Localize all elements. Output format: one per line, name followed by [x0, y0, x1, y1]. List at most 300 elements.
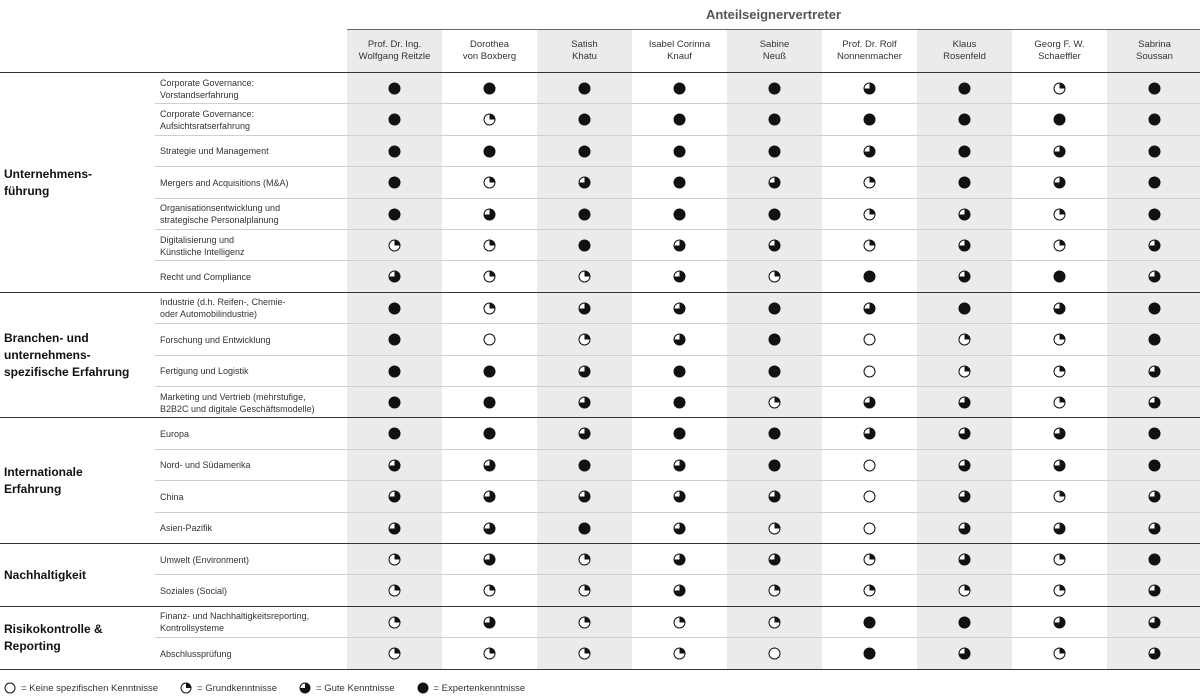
- rating-cell: [347, 136, 442, 167]
- quarter-circle-icon: [388, 616, 401, 629]
- full-circle-icon: [578, 82, 591, 95]
- quarter-circle-icon: [578, 333, 591, 346]
- full-circle-icon: [673, 176, 686, 189]
- rating-cell: [632, 356, 727, 387]
- three-quarter-circle-icon: [1148, 396, 1161, 409]
- rating-cell: [822, 513, 917, 544]
- category-label: [4, 293, 149, 419]
- criterion-label-line1: Fertigung und Logistik: [160, 366, 249, 377]
- full-circle-icon: [958, 302, 971, 315]
- rating-cell: [442, 324, 537, 355]
- rating-cell: [822, 418, 917, 449]
- member-header: [347, 30, 442, 72]
- rating-cell: [442, 136, 537, 167]
- criterion-label-line1: Asien-Pazifik: [160, 523, 213, 534]
- three-quarter-circle-icon: [958, 396, 971, 409]
- three-quarter-circle-icon: [388, 522, 401, 535]
- full-circle-icon: [863, 270, 876, 283]
- rating-cell: [727, 638, 822, 669]
- legend-item: [4, 682, 158, 694]
- criterion-label-line1: Soziales (Social): [160, 586, 228, 597]
- rating-cell: [822, 387, 917, 418]
- rating-cell: [917, 544, 1012, 575]
- full-circle-icon: [768, 113, 781, 126]
- rating-cell: [1012, 418, 1107, 449]
- rating-cell: [442, 513, 537, 544]
- criterion-label: [160, 230, 345, 261]
- full-circle-icon: [388, 145, 401, 158]
- rating-cell: [1107, 73, 1200, 104]
- rating-cell: [442, 450, 537, 481]
- three-quarter-circle-icon: [483, 616, 496, 629]
- rating-cell: [632, 387, 727, 418]
- three-quarter-circle-icon: [388, 459, 401, 472]
- criterion-label-line1: Recht und Compliance: [160, 272, 252, 283]
- rating-cell: [442, 481, 537, 512]
- rating-cell: [917, 104, 1012, 135]
- three-quarter-circle-icon: [673, 490, 686, 503]
- group-title: Anteilseignervertreter: [705, 7, 842, 22]
- full-circle-icon: [1148, 427, 1161, 440]
- full-circle-icon: [388, 113, 401, 126]
- quarter-circle-icon: [768, 270, 781, 283]
- three-quarter-circle-icon: [1148, 239, 1161, 252]
- empty-circle-icon: [863, 522, 876, 535]
- full-circle-icon: [863, 647, 876, 660]
- rating-cell: [632, 607, 727, 638]
- rating-cell: [347, 324, 442, 355]
- three-quarter-circle-icon: [578, 302, 591, 315]
- criterion-label: [160, 513, 345, 544]
- rating-cell: [1107, 261, 1200, 292]
- rating-cell: [1012, 324, 1107, 355]
- quarter-circle-icon: [673, 647, 686, 660]
- rating-cell: [442, 575, 537, 606]
- full-circle-icon: [768, 208, 781, 221]
- rating-cell: [917, 199, 1012, 230]
- criterion-label-line1: Europa: [160, 429, 190, 440]
- rating-cell: [632, 638, 727, 669]
- rating-cell: [632, 73, 727, 104]
- three-quarter-circle-icon: [578, 427, 591, 440]
- rating-cell: [1107, 104, 1200, 135]
- criterion-label-line1: Corporate Governance:: [160, 109, 255, 120]
- quarter-circle-icon: [768, 396, 781, 409]
- quarter-circle-icon: [1053, 647, 1066, 660]
- rating-cell: [632, 293, 727, 324]
- rating-cell: [917, 136, 1012, 167]
- three-quarter-circle-icon: [1053, 145, 1066, 158]
- rating-cell: [347, 230, 442, 261]
- rating-cell: [442, 356, 537, 387]
- full-circle-icon: [483, 396, 496, 409]
- rating-cell: [727, 167, 822, 198]
- full-circle-icon: [1053, 270, 1066, 283]
- member-header: [1107, 30, 1200, 72]
- quarter-circle-icon: [863, 208, 876, 221]
- full-circle-icon: [578, 459, 591, 472]
- three-quarter-circle-icon: [673, 459, 686, 472]
- rating-cell: [347, 575, 442, 606]
- three-quarter-circle-icon: [483, 490, 496, 503]
- rating-cell: [917, 293, 1012, 324]
- category-label-line1: Internationale: [4, 465, 83, 480]
- rating-cell: [442, 73, 537, 104]
- rating-cell: [1012, 136, 1107, 167]
- rating-cell: [1107, 544, 1200, 575]
- quarter-circle-icon: [483, 113, 496, 126]
- quarter-circle-icon: [1053, 553, 1066, 566]
- rating-cell: [347, 73, 442, 104]
- rating-cell: [347, 293, 442, 324]
- rating-cell: [917, 73, 1012, 104]
- criterion-label-line1: Marketing und Vertrieb (mehrstufige,: [160, 391, 306, 402]
- rating-cell: [442, 418, 537, 449]
- three-quarter-circle-icon: [1148, 522, 1161, 535]
- quarter-circle-icon: [483, 647, 496, 660]
- category-label-line1: Unternehmens-: [4, 166, 93, 181]
- legend-item: [417, 682, 526, 694]
- rating-cell: [537, 544, 632, 575]
- full-circle-icon: [388, 302, 401, 315]
- three-quarter-circle-icon: [958, 270, 971, 283]
- three-quarter-circle-icon: [1148, 616, 1161, 629]
- member-header: [727, 30, 822, 72]
- three-quarter-circle-icon: [768, 553, 781, 566]
- category-label: [4, 544, 149, 607]
- member-name-line2: von Boxberg: [462, 51, 517, 62]
- rating-cell: [727, 387, 822, 418]
- member-name-line2: Rosenfeld: [943, 51, 986, 62]
- rating-cell: [822, 136, 917, 167]
- rating-cell: [1012, 544, 1107, 575]
- quarter-circle-icon: [388, 647, 401, 660]
- rating-cell: [822, 261, 917, 292]
- criterion-label-line2: oder Automobilindustrie): [160, 309, 258, 320]
- quarter-circle-icon: [1053, 333, 1066, 346]
- quarter-circle-icon: [768, 522, 781, 535]
- member-name-line2: Nonnenmacher: [837, 51, 902, 62]
- full-circle-icon: [673, 396, 686, 409]
- full-circle-icon: [673, 427, 686, 440]
- quarter-circle-icon: [768, 616, 781, 629]
- rating-cell: [1012, 607, 1107, 638]
- rating-cell: [1012, 387, 1107, 418]
- three-quarter-circle-icon: [1148, 270, 1161, 283]
- category-label-line1: Risikokontrolle &: [4, 622, 103, 637]
- full-circle-icon: [1148, 553, 1161, 566]
- quarter-circle-icon: [863, 553, 876, 566]
- rating-cell: [822, 104, 917, 135]
- three-quarter-circle-icon: [1053, 616, 1066, 629]
- rating-cell: [537, 450, 632, 481]
- rating-cell: [347, 199, 442, 230]
- three-quarter-circle-icon: [1053, 522, 1066, 535]
- full-circle-icon: [1148, 82, 1161, 95]
- member-name-line1: Dorothea: [469, 39, 510, 50]
- member-header: [442, 30, 537, 72]
- criterion-label: [160, 575, 345, 606]
- rating-cell: [632, 261, 727, 292]
- rating-cell: [537, 575, 632, 606]
- rating-cell: [537, 167, 632, 198]
- rating-cell: [727, 293, 822, 324]
- member-name-line2: Neuß: [762, 51, 787, 62]
- rating-cell: [727, 199, 822, 230]
- three-quarter-circle-icon: [1148, 647, 1161, 660]
- rating-cell: [727, 513, 822, 544]
- category-label: [4, 607, 149, 670]
- three-quarter-circle-icon: [863, 396, 876, 409]
- member-header: [632, 30, 727, 72]
- category-label-line2: führung: [4, 183, 50, 198]
- rating-cell: [1107, 324, 1200, 355]
- rating-cell: [822, 167, 917, 198]
- rating-cell: [727, 544, 822, 575]
- rating-cell: [1012, 199, 1107, 230]
- three-quarter-circle-icon: [483, 553, 496, 566]
- rating-cell: [442, 387, 537, 418]
- three-quarter-circle-icon: [958, 239, 971, 252]
- rating-cell: [442, 544, 537, 575]
- rating-cell: [1107, 356, 1200, 387]
- rating-cell: [442, 261, 537, 292]
- member-name-line1: Satish: [571, 39, 598, 50]
- rating-cell: [1107, 481, 1200, 512]
- rating-cell: [442, 293, 537, 324]
- rating-cell: [1107, 293, 1200, 324]
- rating-cell: [347, 104, 442, 135]
- criterion-label: [160, 418, 345, 449]
- rating-cell: [727, 324, 822, 355]
- three-quarter-circle-icon: [483, 459, 496, 472]
- criterion-label: [160, 638, 345, 669]
- member-name-line2: Soussan: [1136, 51, 1173, 62]
- quarter-circle-icon: [958, 365, 971, 378]
- rating-cell: [822, 293, 917, 324]
- criterion-label-line1: China: [160, 491, 184, 502]
- three-quarter-circle-icon: [958, 208, 971, 221]
- full-circle-icon: [863, 113, 876, 126]
- rating-cell: [917, 356, 1012, 387]
- rating-cell: [347, 607, 442, 638]
- three-quarter-circle-icon: [958, 553, 971, 566]
- rating-cell: [917, 230, 1012, 261]
- legend-item: [180, 682, 277, 694]
- rating-cell: [347, 167, 442, 198]
- criterion-label: [160, 356, 345, 387]
- rating-cell: [632, 199, 727, 230]
- rating-cell: [347, 638, 442, 669]
- three-quarter-circle-icon: [863, 427, 876, 440]
- rating-cell: [1012, 575, 1107, 606]
- category-label-line2: unternehmens-: [4, 348, 91, 363]
- three-quarter-circle-icon: [578, 396, 591, 409]
- criterion-label: [160, 261, 345, 292]
- rating-cell: [537, 73, 632, 104]
- quarter-circle-icon: [578, 553, 591, 566]
- empty-circle-icon: [768, 647, 781, 660]
- rating-cell: [1012, 261, 1107, 292]
- three-quarter-circle-icon: [388, 490, 401, 503]
- full-circle-icon: [388, 208, 401, 221]
- full-circle-icon: [388, 365, 401, 378]
- three-quarter-circle-icon: [768, 176, 781, 189]
- rating-cell: [1012, 450, 1107, 481]
- full-circle-icon: [1148, 333, 1161, 346]
- member-name-line2: Schaeffler: [1038, 51, 1081, 62]
- rating-cell: [727, 230, 822, 261]
- full-circle-icon: [673, 208, 686, 221]
- three-quarter-circle-icon: [1053, 176, 1066, 189]
- rating-cell: [1107, 136, 1200, 167]
- quarter-circle-icon: [388, 584, 401, 597]
- full-circle-icon: [578, 522, 591, 535]
- rating-cell: [632, 104, 727, 135]
- rating-cell: [822, 450, 917, 481]
- quarter-circle-icon: [673, 616, 686, 629]
- three-quarter-circle-icon: [578, 176, 591, 189]
- criterion-label-line1: Organisationsentwicklung und: [160, 203, 281, 214]
- rating-cell: [1107, 575, 1200, 606]
- three-quarter-circle-icon: [673, 270, 686, 283]
- legend-label: = Gute Kenntnisse: [316, 682, 395, 694]
- rating-cell: [1012, 167, 1107, 198]
- rating-cell: [1012, 230, 1107, 261]
- rating-cell: [1107, 638, 1200, 669]
- rating-cell: [347, 418, 442, 449]
- full-circle-icon: [1148, 208, 1161, 221]
- criterion-label-line2: B2B2C und digitale Geschäftsmodelle): [160, 403, 315, 414]
- full-circle-icon: [483, 427, 496, 440]
- member-name-line1: Georg F. W.: [1034, 39, 1085, 50]
- rating-cell: [1012, 356, 1107, 387]
- full-circle-icon: [673, 82, 686, 95]
- rating-cell: [917, 513, 1012, 544]
- criterion-label: [160, 450, 345, 481]
- full-circle-icon: [768, 459, 781, 472]
- category-label-line2: Reporting: [4, 639, 61, 654]
- criterion-label: [160, 387, 345, 418]
- quarter-circle-icon: [483, 239, 496, 252]
- rating-cell: [347, 356, 442, 387]
- rating-cell: [1012, 513, 1107, 544]
- member-name-line1: Sabine: [759, 39, 790, 50]
- quarter-circle-icon: [483, 270, 496, 283]
- three-quarter-circle-icon: [768, 239, 781, 252]
- full-circle-icon: [1148, 176, 1161, 189]
- rating-cell: [727, 136, 822, 167]
- full-circle-icon: [673, 365, 686, 378]
- rating-cell: [727, 104, 822, 135]
- rating-cell: [537, 356, 632, 387]
- rating-cell: [727, 607, 822, 638]
- criterion-label: [160, 481, 345, 512]
- rating-cell: [632, 544, 727, 575]
- rating-cell: [347, 513, 442, 544]
- quarter-circle-icon: [1053, 365, 1066, 378]
- rating-cell: [1107, 607, 1200, 638]
- rating-cell: [917, 481, 1012, 512]
- category-label-line2: Erfahrung: [4, 482, 62, 497]
- full-circle-icon: [768, 302, 781, 315]
- full-circle-icon: [578, 208, 591, 221]
- rating-cell: [347, 544, 442, 575]
- rating-cell: [917, 387, 1012, 418]
- rating-cell: [917, 167, 1012, 198]
- full-circle-icon: [1148, 459, 1161, 472]
- criterion-label-line2: Aufsichtsratserfahrung: [160, 121, 251, 132]
- three-quarter-circle-icon: [863, 145, 876, 158]
- rating-cell: [537, 607, 632, 638]
- full-circle-icon: [483, 82, 496, 95]
- legend-label: = Expertenkenntnisse: [433, 682, 526, 694]
- rating-cell: [632, 418, 727, 449]
- rating-cell: [632, 513, 727, 544]
- quarter-circle-icon: [388, 239, 401, 252]
- full-circle-icon: [863, 616, 876, 629]
- rating-cell: [727, 418, 822, 449]
- rating-cell: [1012, 73, 1107, 104]
- quarter-circle-icon: [180, 682, 192, 694]
- rating-cell: [347, 450, 442, 481]
- three-quarter-circle-icon: [1053, 427, 1066, 440]
- full-circle-icon: [673, 145, 686, 158]
- criterion-label-line1: Umwelt (Environment): [160, 554, 250, 565]
- empty-circle-icon: [863, 333, 876, 346]
- rating-cell: [537, 261, 632, 292]
- rating-cell: [442, 607, 537, 638]
- full-circle-icon: [388, 82, 401, 95]
- rating-cell: [917, 450, 1012, 481]
- full-circle-icon: [958, 616, 971, 629]
- rating-cell: [822, 575, 917, 606]
- empty-circle-icon: [863, 459, 876, 472]
- full-circle-icon: [578, 113, 591, 126]
- rating-cell: [1107, 230, 1200, 261]
- rating-cell: [822, 356, 917, 387]
- quarter-circle-icon: [1053, 239, 1066, 252]
- quarter-circle-icon: [1053, 82, 1066, 95]
- empty-circle-icon: [863, 490, 876, 503]
- full-circle-icon: [958, 145, 971, 158]
- quarter-circle-icon: [863, 239, 876, 252]
- criterion-label: [160, 293, 345, 324]
- rating-cell: [1107, 513, 1200, 544]
- three-quarter-circle-icon: [673, 239, 686, 252]
- member-name-line1: Klaus: [952, 39, 977, 50]
- member-name-line2: Khatu: [572, 51, 597, 62]
- three-quarter-circle-icon: [673, 302, 686, 315]
- criterion-label: [160, 199, 345, 230]
- three-quarter-circle-icon: [958, 490, 971, 503]
- full-circle-icon: [388, 333, 401, 346]
- full-circle-icon: [417, 682, 429, 694]
- full-circle-icon: [388, 176, 401, 189]
- quarter-circle-icon: [958, 333, 971, 346]
- legend: [4, 680, 547, 696]
- rating-cell: [727, 261, 822, 292]
- criterion-label-line1: Abschlussprüfung: [160, 648, 232, 659]
- criterion-label: [160, 324, 345, 355]
- three-quarter-circle-icon: [1148, 584, 1161, 597]
- rating-cell: [727, 575, 822, 606]
- member-name-line2: Knauf: [667, 51, 692, 62]
- full-circle-icon: [483, 365, 496, 378]
- criterion-label-line2: Künstliche Intelligenz: [160, 246, 245, 257]
- rating-cell: [442, 104, 537, 135]
- three-quarter-circle-icon: [863, 82, 876, 95]
